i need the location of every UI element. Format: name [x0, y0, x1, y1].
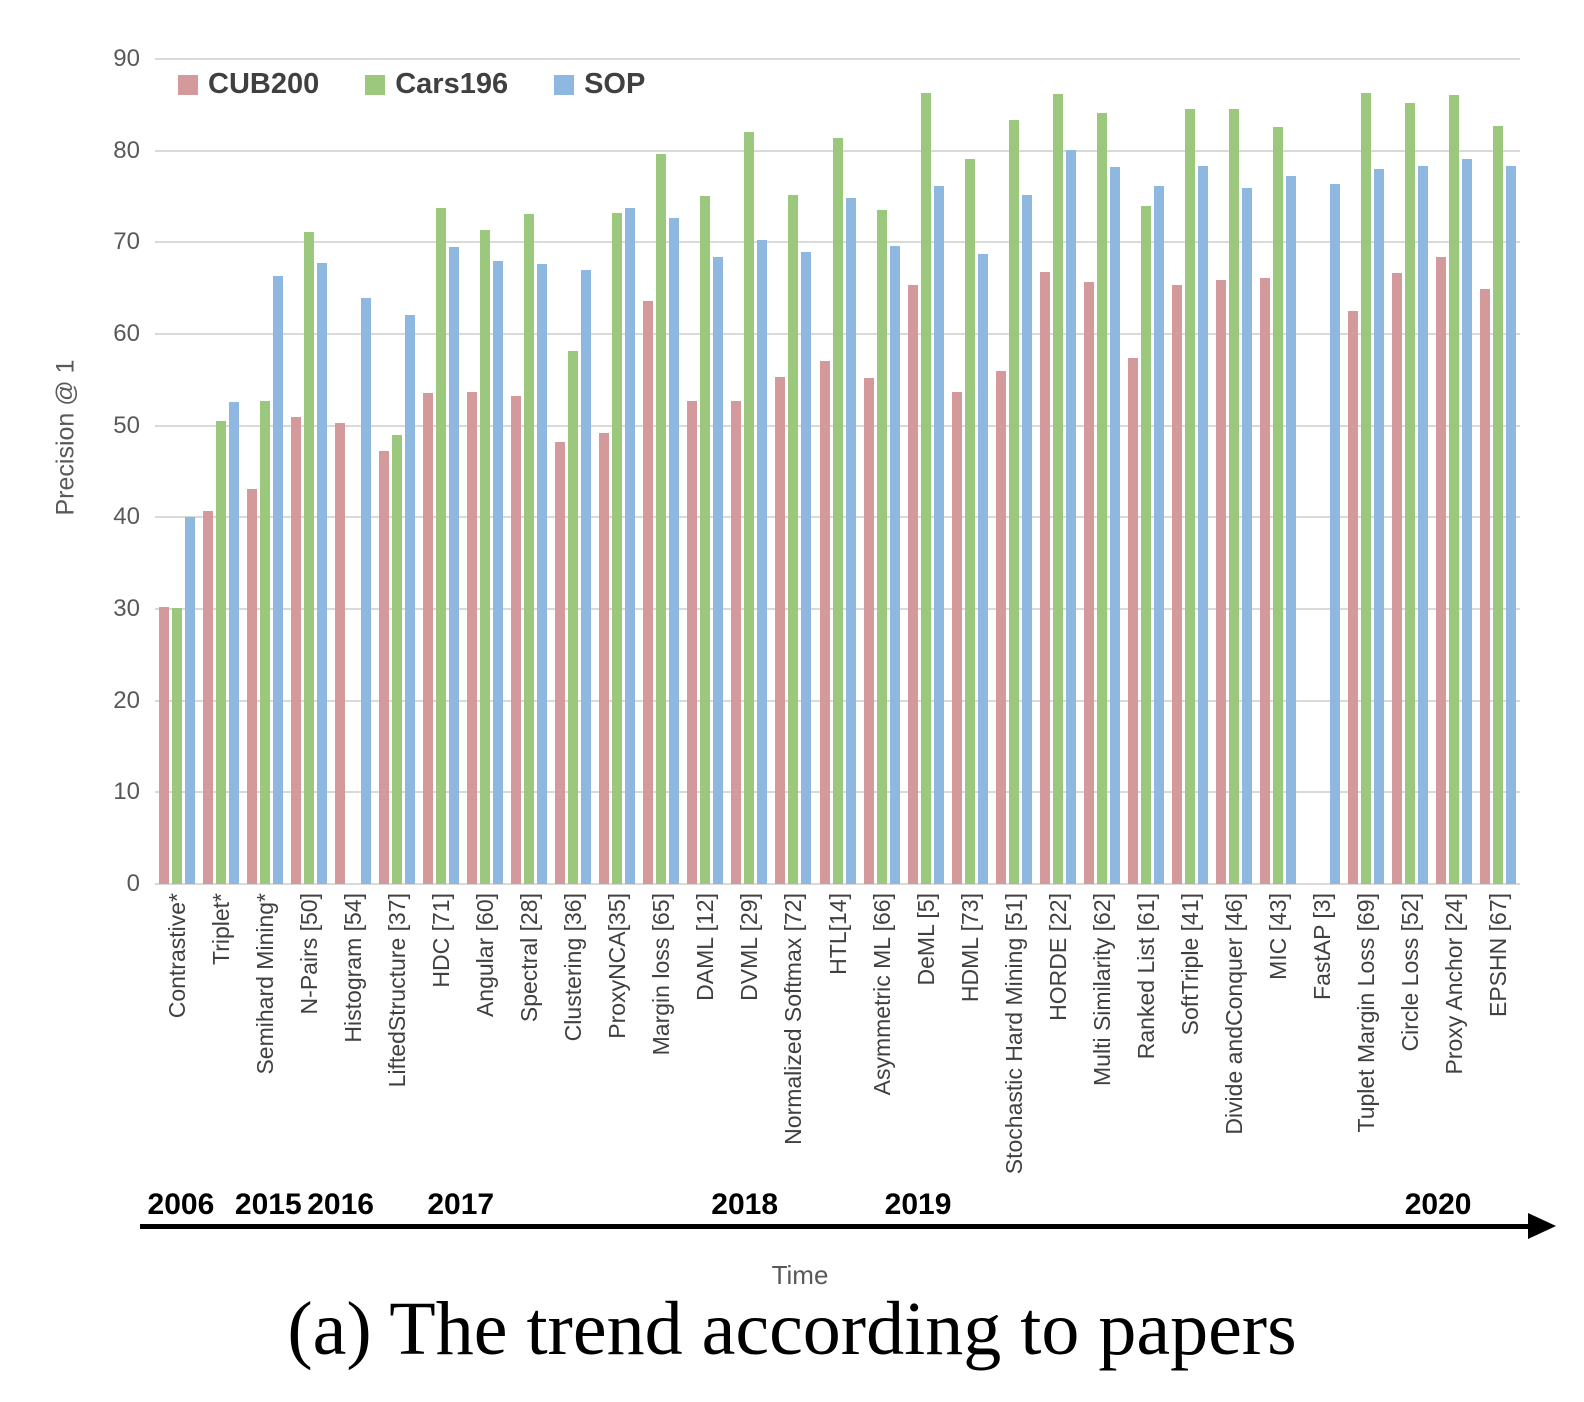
- x-category-label: Stochastic Hard Mining [51]: [1000, 893, 1027, 1175]
- bar-CUB200-N-Pairs [50]: [291, 417, 301, 885]
- bar-SOP-Proxy Anchor [24]: [1462, 159, 1472, 884]
- bar-CUB200-DeML [5]: [908, 285, 918, 885]
- x-category-label: HTL[14]: [824, 893, 851, 975]
- x-category-label: EPSHN [67]: [1484, 893, 1511, 1017]
- x-category-label: Margin loss [65]: [648, 893, 675, 1056]
- bar-CUB200-Tuplet Margin Loss [69]: [1348, 311, 1358, 884]
- x-category-label: Proxy Anchor [24]: [1440, 893, 1467, 1075]
- bar-SOP-Divide andConquer [46]: [1242, 188, 1252, 884]
- y-tick-label: 40: [113, 503, 140, 531]
- bar-SOP-Circle Loss [52]: [1418, 166, 1428, 884]
- year-2006: 2006: [147, 1188, 215, 1221]
- bar-Cars196-MIC [43]: [1273, 127, 1283, 884]
- bar-Cars196-ProxyNCA[35]: [612, 213, 622, 884]
- bar-CUB200-Divide andConquer [46]: [1216, 280, 1226, 884]
- legend-swatch-Cars196-icon: [365, 75, 385, 95]
- year-2020: 2020: [1404, 1188, 1472, 1221]
- bar-CUB200-Spectral [28]: [511, 396, 521, 884]
- bar-Cars196-HTL[14]: [833, 138, 843, 884]
- legend-item-Cars196: [365, 68, 508, 101]
- bar-SOP-Contrastive*: [185, 517, 195, 884]
- legend-item-SOP: [554, 68, 645, 101]
- legend-item-CUB200: [178, 68, 319, 101]
- figure-caption: (a) The trend according to papers: [287, 1287, 1297, 1371]
- bar-Cars196-DVML [29]: [744, 132, 754, 884]
- bar-CUB200-DVML [29]: [731, 401, 741, 884]
- bar-Cars196-SoftTriple [41]: [1185, 109, 1195, 884]
- bar-Cars196-LiftedStructure [37]: [392, 435, 402, 884]
- bar-CUB200-Proxy Anchor [24]: [1436, 257, 1446, 884]
- bar-SOP-HDML [73]: [978, 254, 988, 884]
- time-axis-arrowhead-icon: [1528, 1213, 1556, 1239]
- bar-SOP-Stochastic Hard Mining [51]: [1022, 195, 1032, 884]
- bar-SOP-HORDE [22]: [1066, 150, 1076, 884]
- bar-Cars196-HDC [71]: [436, 208, 446, 884]
- bar-Cars196-Spectral [28]: [524, 214, 534, 884]
- x-category-label: Histogram [54]: [340, 893, 367, 1043]
- bar-Cars196-Angular [60]: [480, 230, 490, 885]
- legend-swatch-CUB200-icon: [178, 75, 198, 95]
- bar-SOP-ProxyNCA[35]: [625, 208, 635, 884]
- bar-SOP-MIC [43]: [1286, 176, 1296, 884]
- y-tick-label: 20: [113, 686, 140, 714]
- bar-Cars196-Multi Similarity [62]: [1097, 113, 1107, 884]
- x-category-label: Multi Similarity [62]: [1088, 893, 1115, 1086]
- bar-SOP-EPSHN [67]: [1506, 166, 1516, 884]
- bar-CUB200-MIC [43]: [1260, 278, 1270, 884]
- bar-Cars196-Divide andConquer [46]: [1229, 109, 1239, 885]
- y-tick-label: 10: [113, 778, 140, 806]
- bar-Cars196-Contrastive*: [172, 608, 182, 884]
- bar-Cars196-Circle Loss [52]: [1405, 103, 1415, 884]
- x-category-label: HORDE [22]: [1044, 893, 1071, 1021]
- x-category-label: Spectral [28]: [516, 893, 543, 1023]
- bar-SOP-DAML [12]: [713, 257, 723, 884]
- bar-SOP-DVML [29]: [757, 240, 767, 884]
- bar-CUB200-EPSHN [67]: [1480, 289, 1490, 884]
- legend: [178, 68, 645, 101]
- bar-CUB200-Margin loss [65]: [643, 301, 653, 884]
- bar-Cars196-Ranked List [61]: [1141, 206, 1151, 884]
- bar-CUB200-Histogram [54]: [335, 423, 345, 884]
- bar-Cars196-EPSHN [67]: [1493, 126, 1503, 884]
- bar-CUB200-Multi Similarity [62]: [1084, 282, 1094, 884]
- bar-Cars196-DAML [12]: [700, 196, 710, 884]
- bar-Cars196-Margin loss [65]: [656, 154, 666, 884]
- bar-SOP-Angular [60]: [493, 261, 503, 884]
- y-tick-label: 30: [113, 595, 140, 622]
- x-category-label: N-Pairs [50]: [296, 893, 323, 1015]
- x-category-label: LiftedStructure [37]: [384, 893, 411, 1088]
- bar-CUB200-HDC [71]: [423, 393, 433, 884]
- bar-Cars196-HORDE [22]: [1053, 94, 1063, 884]
- year-2017: 2017: [427, 1188, 495, 1221]
- x-axis-title: Time: [771, 1260, 829, 1290]
- bar-Cars196-N-Pairs [50]: [304, 232, 314, 884]
- bar-SOP-FastAP [3]: [1330, 184, 1340, 884]
- bar-CUB200-HORDE [22]: [1040, 272, 1050, 884]
- x-category-label: ProxyNCA[35]: [604, 893, 631, 1039]
- bar-SOP-LiftedStructure [37]: [405, 315, 415, 884]
- bar-SOP-Ranked List [61]: [1154, 186, 1164, 884]
- x-category-label: Divide andConquer [46]: [1220, 893, 1247, 1135]
- time-axis-line: [140, 1224, 1530, 1229]
- y-tick-label: 70: [113, 228, 140, 256]
- bar-Cars196-Semihard Mining*: [260, 401, 270, 884]
- bar-SOP-DeML [5]: [934, 186, 944, 884]
- bar-CUB200-Angular [60]: [467, 392, 477, 884]
- bar-SOP-Multi Similarity [62]: [1110, 167, 1120, 884]
- x-category-label: FastAP [3]: [1308, 893, 1335, 1000]
- year-2019: 2019: [884, 1188, 952, 1221]
- gridline: [155, 58, 1520, 60]
- bar-Cars196-Tuplet Margin Loss [69]: [1361, 93, 1371, 884]
- y-axis-title: Precision @ 1: [51, 359, 80, 516]
- x-category-label: DeML [5]: [912, 893, 939, 986]
- x-category-label: Tuplet Margin Loss [69]: [1352, 893, 1379, 1133]
- legend-swatch-SOP-icon: [554, 75, 574, 95]
- bar-SOP-Triplet*: [229, 402, 239, 884]
- bar-CUB200-Ranked List [61]: [1128, 358, 1138, 884]
- bar-CUB200-Normalized Softmax [72]: [775, 377, 785, 884]
- bar-SOP-Asymmetric ML [66]: [890, 246, 900, 884]
- y-tick-label: 0: [126, 870, 140, 897]
- y-tick-label: 60: [113, 320, 140, 347]
- x-category-label: Semihard Mining*: [252, 893, 279, 1075]
- bar-CUB200-SoftTriple [41]: [1172, 285, 1182, 885]
- x-category-label: Asymmetric ML [66]: [868, 893, 895, 1096]
- x-category-label: HDC [71]: [428, 893, 455, 988]
- bar-CUB200-LiftedStructure [37]: [379, 451, 389, 884]
- bar-SOP-Histogram [54]: [361, 298, 371, 884]
- x-category-label: Contrastive*: [164, 893, 191, 1019]
- bar-CUB200-Contrastive*: [159, 607, 169, 884]
- x-category-label: SoftTriple [41]: [1176, 893, 1203, 1036]
- bar-CUB200-Semihard Mining*: [247, 489, 257, 884]
- bar-SOP-Tuplet Margin Loss [69]: [1374, 169, 1384, 884]
- bar-SOP-Margin loss [65]: [669, 218, 679, 884]
- legend-label: CUB200: [208, 68, 320, 100]
- x-category-label: DVML [29]: [736, 893, 763, 1001]
- bar-CUB200-Stochastic Hard Mining [51]: [996, 371, 1006, 884]
- legend-label: Cars196: [395, 68, 509, 100]
- bar-SOP-HTL[14]: [846, 198, 856, 884]
- bar-Cars196-Stochastic Hard Mining [51]: [1009, 120, 1019, 884]
- bar-Cars196-Proxy Anchor [24]: [1449, 95, 1459, 884]
- bar-SOP-N-Pairs [50]: [317, 263, 327, 884]
- x-category-label: DAML [12]: [692, 893, 719, 1001]
- bar-CUB200-Clustering [36]: [555, 442, 565, 884]
- x-category-label: Normalized Softmax [72]: [780, 893, 807, 1145]
- legend-label: SOP: [584, 68, 646, 100]
- bar-CUB200-ProxyNCA[35]: [599, 433, 609, 884]
- bar-Cars196-Triplet*: [216, 421, 226, 884]
- bar-SOP-Spectral [28]: [537, 264, 547, 884]
- bar-CUB200-HDML [73]: [952, 392, 962, 884]
- year-2015: 2015: [234, 1188, 302, 1221]
- year-2018: 2018: [711, 1188, 779, 1221]
- bar-CUB200-Triplet*: [203, 511, 213, 884]
- bar-Cars196-DeML [5]: [921, 93, 931, 884]
- bar-Cars196-HDML [73]: [965, 159, 975, 884]
- bar-SOP-Semihard Mining*: [273, 276, 283, 884]
- bar-SOP-SoftTriple [41]: [1198, 166, 1208, 884]
- x-category-label: Triplet*: [208, 893, 235, 965]
- bar-Cars196-Clustering [36]: [568, 351, 578, 884]
- bar-SOP-Normalized Softmax [72]: [801, 252, 811, 885]
- year-2016: 2016: [307, 1188, 374, 1221]
- x-category-label: Ranked List [61]: [1132, 893, 1159, 1060]
- x-category-label: HDML [73]: [956, 893, 983, 1003]
- bar-SOP-HDC [71]: [449, 247, 459, 884]
- bar-CUB200-Circle Loss [52]: [1392, 273, 1402, 884]
- y-tick-label: 90: [113, 45, 140, 72]
- x-category-label: Clustering [36]: [560, 893, 587, 1042]
- bar-SOP-Clustering [36]: [581, 270, 591, 884]
- y-tick-label: 50: [113, 411, 140, 439]
- bar-Cars196-Normalized Softmax [72]: [788, 195, 798, 884]
- x-category-label: Angular [60]: [472, 893, 499, 1018]
- y-tick-label: 80: [113, 136, 140, 164]
- bar-CUB200-Asymmetric ML [66]: [864, 378, 874, 884]
- bar-Cars196-Asymmetric ML [66]: [877, 210, 887, 884]
- x-category-label: MIC [43]: [1264, 893, 1291, 980]
- bar-CUB200-HTL[14]: [820, 361, 830, 884]
- bar-CUB200-DAML [12]: [687, 401, 697, 884]
- x-category-label: Circle Loss [52]: [1396, 893, 1423, 1052]
